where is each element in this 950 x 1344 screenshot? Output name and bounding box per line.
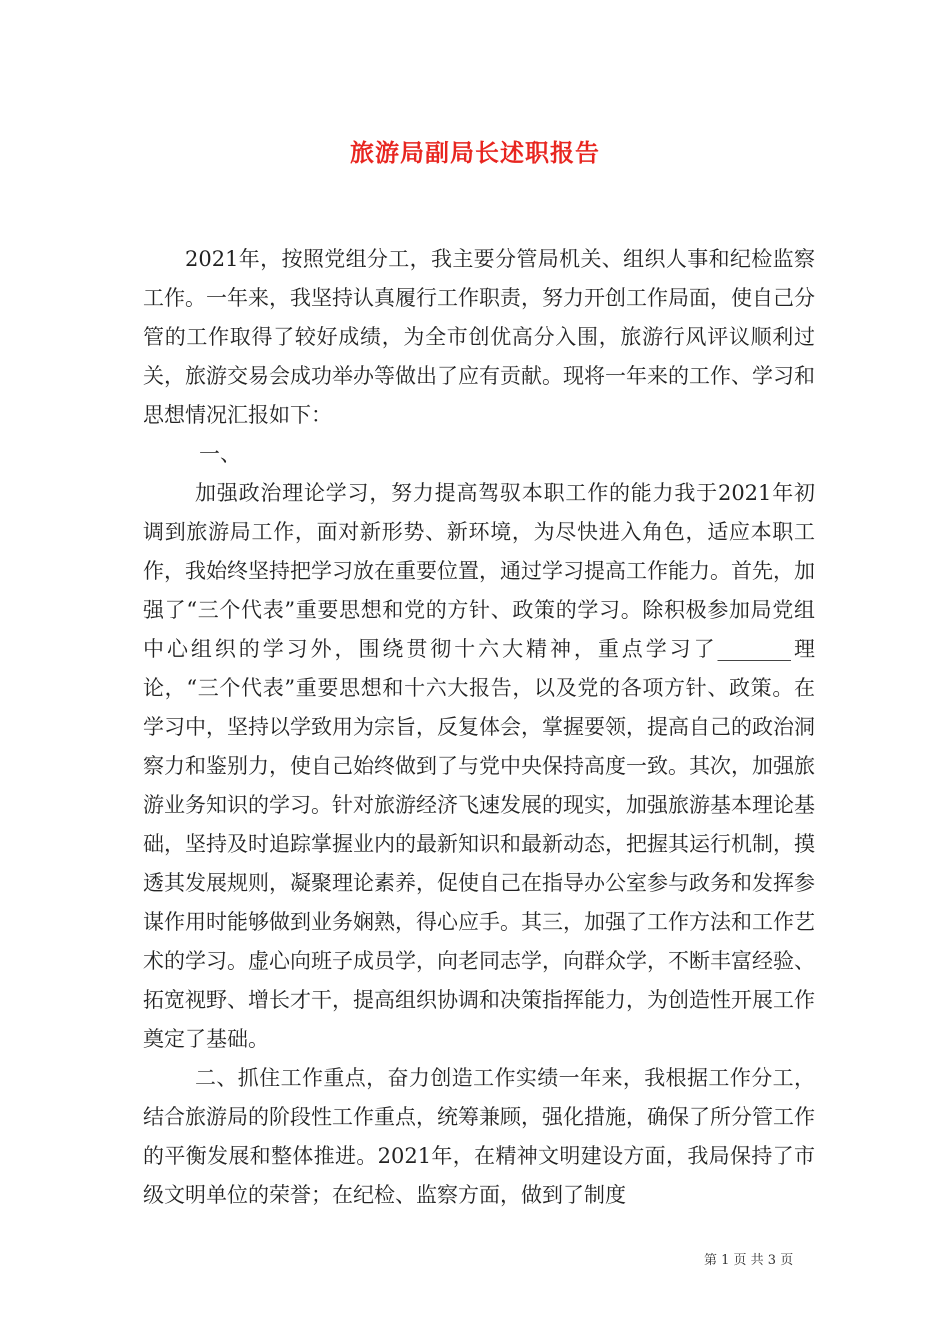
paragraph-section-one: 加强政治理论学习，努力提高驾驭本职工作的能力我于2021年初调到旅游局工作，面对新形势、新环境，为尽快进入角色，适应本职工作，我始终坚持把学习放在重要位置，通过学习提高工作能力。首先，加强了“三个代表”重要思想和党的方针、政策的学习。除积极参加局党组中心组织的学习外，围绕贯彻十六大精神，重点学习了_______理论，“三个代表”重要思想和十六大报告，以及党的各项方针、政策。在学习中，坚持以学致用为宗旨，反复体会，掌握要领，提高自己的政治洞察力和鉴别力，使自己始终做到了与党中央保持高度一致。其次，加强旅游业务知识的学习。针对旅游经济飞速发展的现实，加强旅游基本理论基础，坚持及时追踪掌握业内的最新知识和最新动态，把握其运行机制，摸透其发展规则，凝聚理论素养，促使自己在指导办公室参与政务和发挥参谋作用时能够做到业务娴熟，得心应手。其三，加强了工作方法和工作艺术的学习。虚心向班子成员学，向老同志学，向群众学，不断丰富经验、拓宽视野、增长才干，提高组织协调和决策指挥能力，为创造性开展工作奠定了基础。 bbox=[143, 481, 815, 1051]
section-heading-one: 一、 bbox=[199, 442, 241, 466]
document-title: 旅游局副局长述职报告 bbox=[350, 138, 600, 167]
paragraph-intro: 2021年，按照党组分工，我主要分管局机关、组织人事和纪检监察工作。一年来，我坚持认真履行工作职责，努力开创工作局面，使自己分管的工作取得了较好成绩，为全市创优高分入围，旅游行风评议顺利过关，旅游交易会成功举办等做出了应有贡献。现将一年来的工作、学习和思想情况汇报如下： bbox=[143, 247, 815, 427]
document-body bbox=[143, 240, 815, 1215]
page-number-footer: 第 1 页 共 3 页 bbox=[704, 1253, 794, 1268]
paragraph-section-two: 二、抓住工作重点，奋力创造工作实绩一年来，我根据工作分工，结合旅游局的阶段性工作重点，统筹兼顾，强化措施，确保了所分管工作的平衡发展和整体推进。2021年，在精神文明建设方面，我局保持了市级文明单位的荣誉；在纪检、监察方面，做到了制度 bbox=[143, 1066, 815, 1207]
